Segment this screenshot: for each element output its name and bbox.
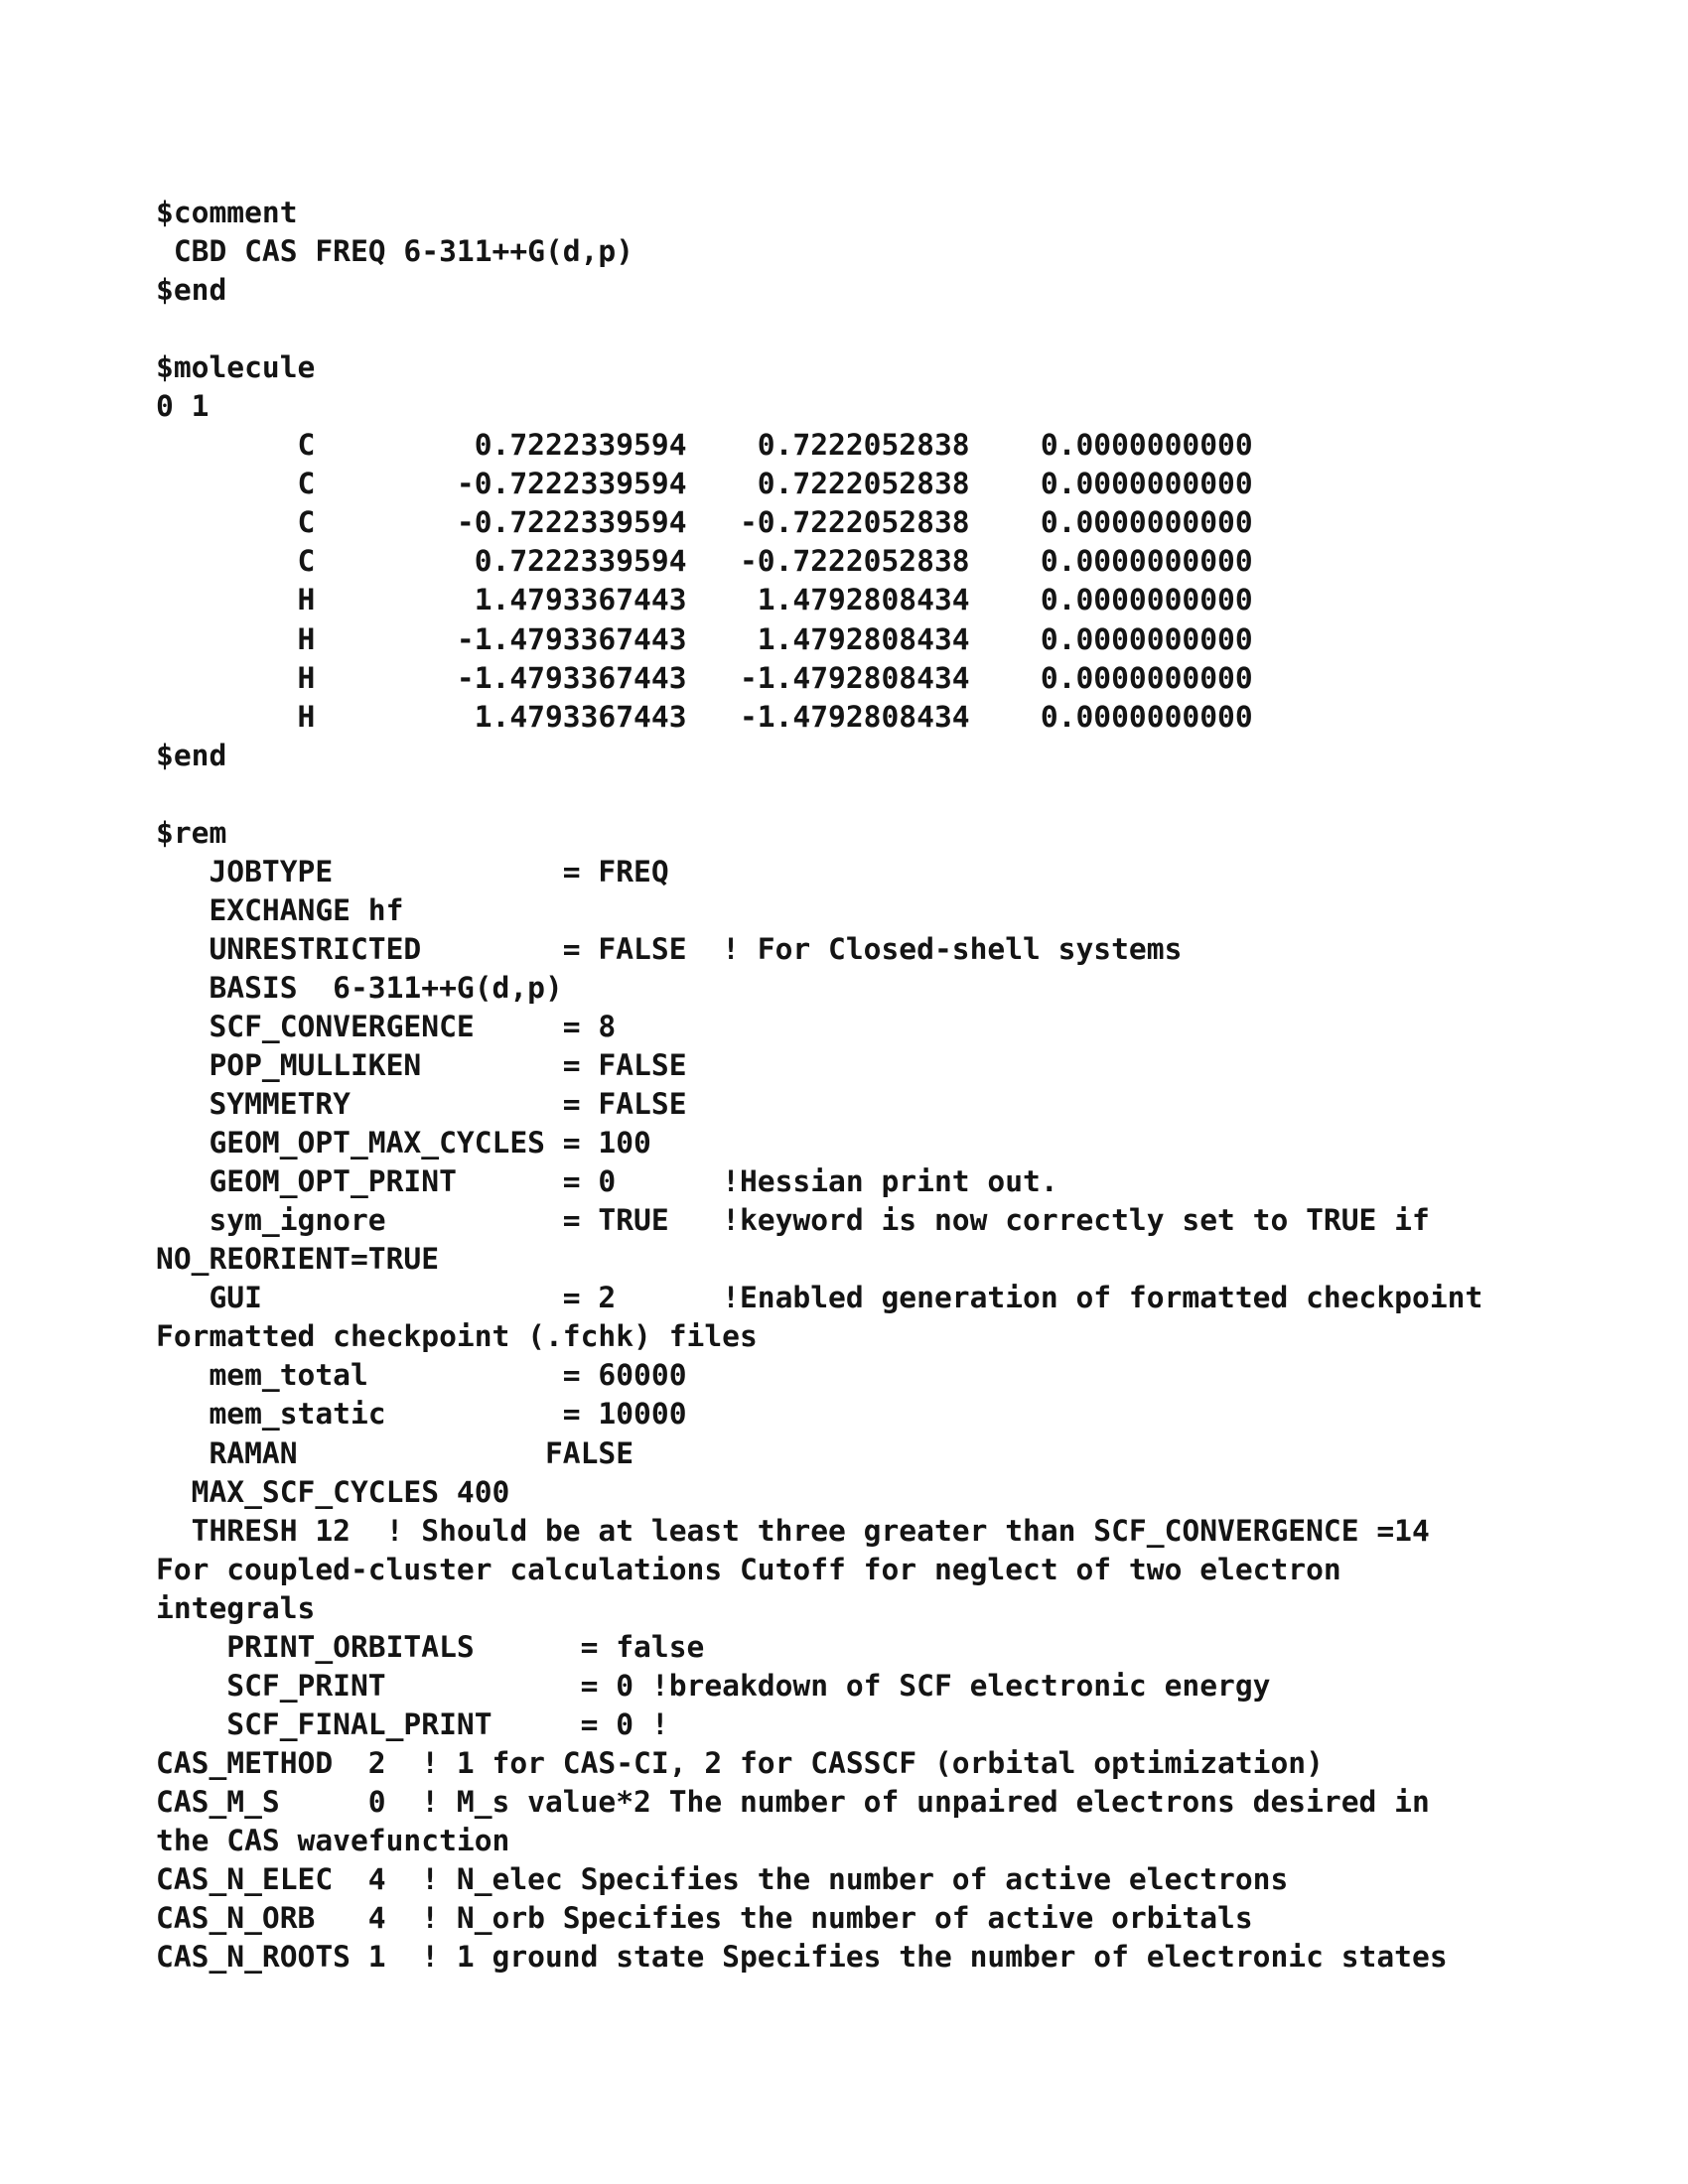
text-line: RAMAN FALSE: [156, 1435, 634, 1470]
text-line: Formatted checkpoint (.fchk) files: [156, 1319, 758, 1354]
text-line: PRINT_ORBITALS = false: [156, 1629, 705, 1664]
text-line: SCF_PRINT = 0 !breakdown of SCF electronic energy: [156, 1668, 1271, 1703]
text-line: JOBTYPE = FREQ: [156, 854, 669, 888]
text-line: $molecule: [156, 350, 316, 385]
text-line: For coupled-cluster calculations Cutoff for neglect of two electron: [156, 1552, 1341, 1586]
text-line: 0 1: [156, 389, 210, 424]
text-line: MAX_SCF_CYCLES 400: [156, 1474, 510, 1509]
text-line: UNRESTRICTED = FALSE ! For Closed-shell systems: [156, 931, 1183, 966]
text-line: C 0.7222339594 0.7222052838 0.0000000000: [156, 428, 1253, 463]
text-line: H -1.4793367443 -1.4792808434 0.0000000000: [156, 660, 1253, 695]
text-line: BASIS 6-311++G(d,p): [156, 970, 563, 1005]
text-line: the CAS wavefunction: [156, 1823, 510, 1857]
text-line: CAS_N_ROOTS 1 ! 1 ground state Specifies the number of electronic states: [156, 1940, 1448, 1975]
text-line: $comment: [156, 196, 298, 229]
text-line: $end: [156, 738, 227, 772]
text-line: CAS_N_ORB 4 ! N_orb Specifies the number of active orbitals: [156, 1901, 1253, 1936]
text-line: NO_REORIENT=TRUE: [156, 1242, 440, 1277]
text-line: GUI = 2 !Enabled generation of formatted checkpoint: [156, 1281, 1483, 1315]
text-line: CAS_METHOD 2 ! 1 for CAS-CI, 2 for CASSCF (orbital optimization): [156, 1745, 1324, 1780]
text-line: CBD CAS FREQ 6-311++G(d,p): [156, 234, 634, 269]
text-line: integrals: [156, 1590, 316, 1625]
text-line: $end: [156, 273, 227, 308]
text-line: mem_total = 60000: [156, 1358, 687, 1393]
text-line: SYMMETRY = FALSE: [156, 1087, 687, 1122]
text-line: POP_MULLIKEN = FALSE: [156, 1048, 687, 1083]
text-line: [156, 775, 1482, 814]
text-line: CAS_N_ELEC 4 ! N_elec Specifies the number of active electrons: [156, 1862, 1289, 1897]
text-line: GEOM_OPT_PRINT = 0 !Hessian print out.: [156, 1164, 1058, 1199]
text-line: SCF_CONVERGENCE = 8: [156, 1009, 617, 1043]
text-line: C -0.7222339594 0.7222052838 0.0000000000: [156, 467, 1253, 501]
text-line: sym_ignore = TRUE !keyword is now correctly set to TRUE if: [156, 1203, 1430, 1238]
text-line: $rem: [156, 815, 227, 850]
text-line: SCF_FINAL_PRINT = 0 !: [156, 1706, 669, 1741]
text-line: THRESH 12 ! Should be at least three greater than SCF_CONVERGENCE =14: [156, 1513, 1430, 1548]
text-line: H 1.4793367443 -1.4792808434 0.0000000000: [156, 699, 1253, 734]
text-line: CAS_M_S 0 ! M_s value*2 The number of unpaired electrons desired in: [156, 1784, 1430, 1819]
input-file-text: [156, 194, 1482, 1977]
text-line: C -0.7222339594 -0.7222052838 0.0000000000: [156, 505, 1253, 540]
text-line: H -1.4793367443 1.4792808434 0.0000000000: [156, 621, 1253, 656]
text-line: GEOM_OPT_MAX_CYCLES = 100: [156, 1126, 651, 1160]
text-line: [156, 310, 1482, 348]
text-line: C 0.7222339594 -0.7222052838 0.0000000000: [156, 544, 1253, 579]
text-line: EXCHANGE hf: [156, 892, 404, 927]
text-line: H 1.4793367443 1.4792808434 0.0000000000: [156, 583, 1253, 617]
text-line: mem_static = 10000: [156, 1397, 687, 1432]
